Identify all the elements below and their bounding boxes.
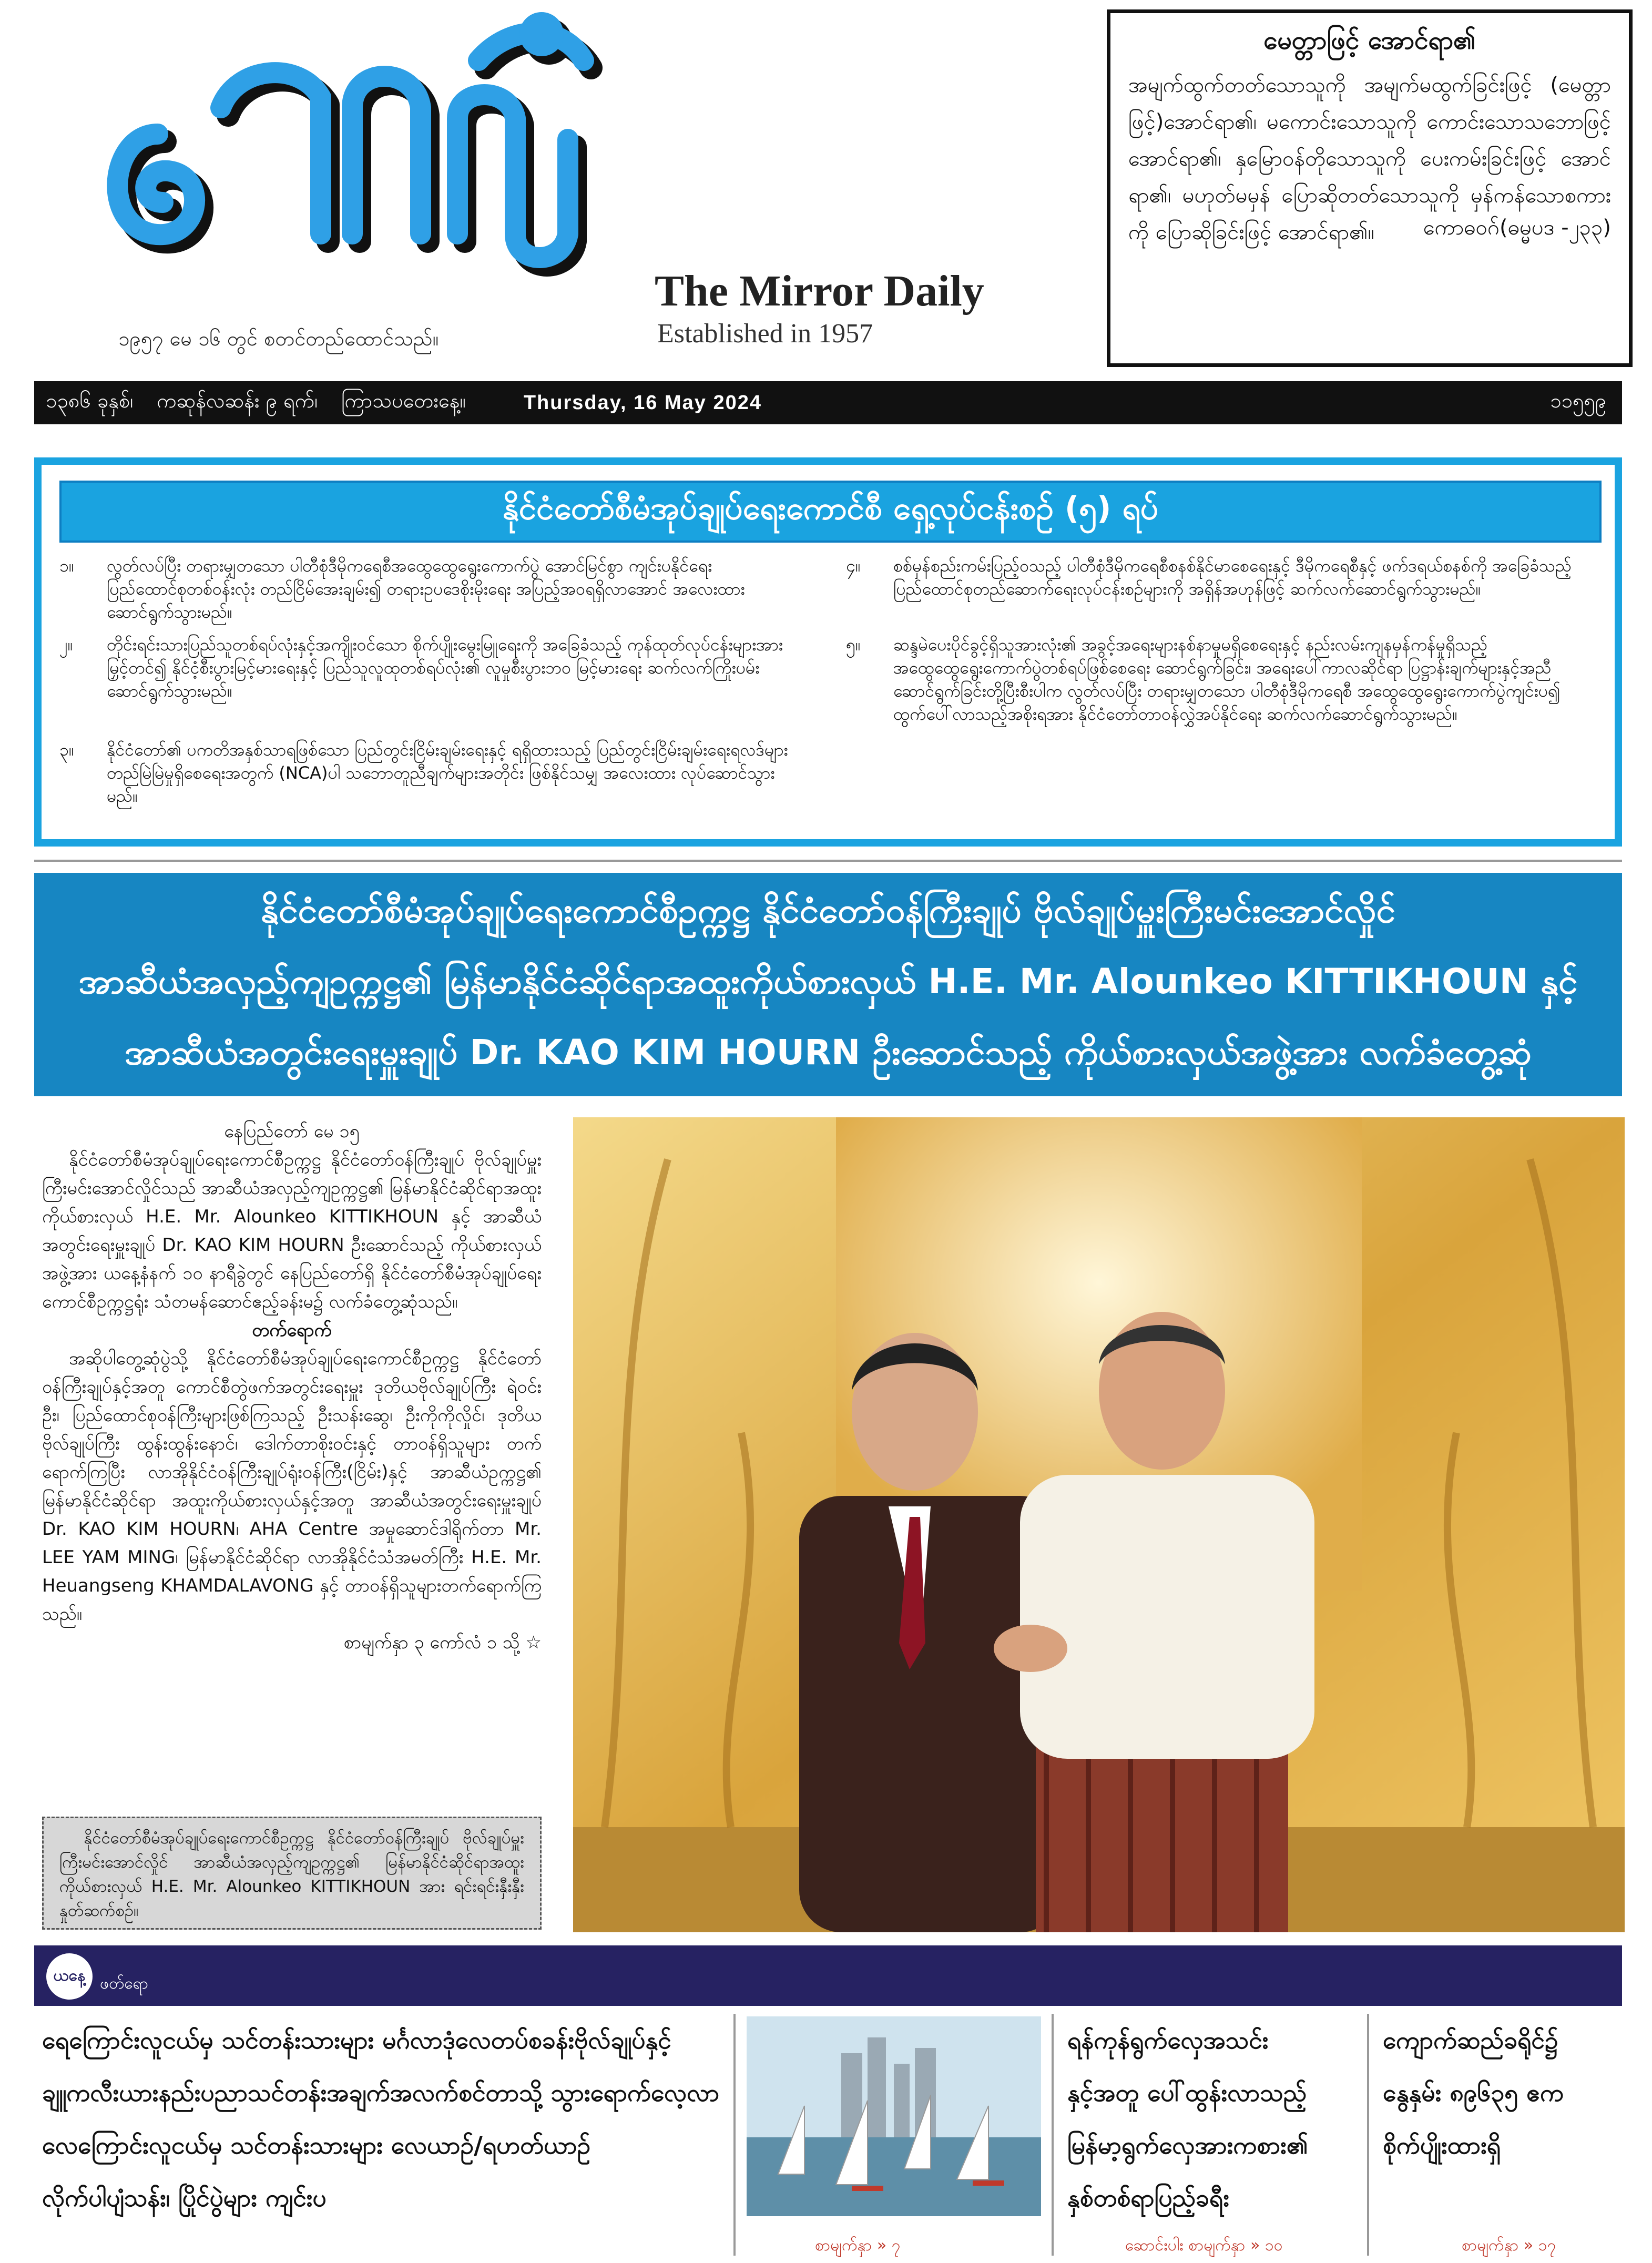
issue-number: ၁၁၅၅၉ xyxy=(1550,389,1606,412)
teaser-line: နှင့်အတူ ပေါ်ထွန်းလာသည့် xyxy=(1067,2078,1307,2107)
objective-text: နိုင်ငံတော်၏ ပကတိအနှစ်သာရဖြစ်သော ပြည်တွင်းငြိမ်းချမ်းရေးနှင့် ရရှိထားသည့် ပြည်တွင်းငြိမ်းချမ်းရေးရလဒ်များ တည်မြဲမြဲမှုရှိစေရေးအတွက် (NCA)ပါ သဘောတူညီချက်များအတိုင်း ဖြစ်နိုင်သမျှ အလေးထား လုပ်ဆောင်သွားမည်။ xyxy=(107,740,788,806)
lead-headline xyxy=(34,873,1622,1096)
article-paragraph: နိုင်ငံတော်စီမံအုပ်ချုပ်ရေးကောင်စီဥက္ကဋ္ဌ နိုင်ငံတော်ဝန်ကြီးချုပ် ဗိုလ်ချုပ်မှူးကြီးမင်းအောင်လှိုင်သည် အာဆီယံအလှည့်ကျဥက္ကဋ္ဌ၏ မြန်မာနိုင်ငံဆိုင်ရာအထူးကိုယ်စားလှယ် H.E. Mr. Alounkeo KITTIKHOUN နှင့် အာဆီယံအတွင်းရေးမှူးချုပ် Dr. KAO KIM HOURN ဦးဆောင်သည့် ကိုယ်စားလှယ်အဖွဲ့အား ယနေ့နံနက် ၁၀ နာရီခွဲတွင် နေပြည်တော်ရှိ နိုင်ငံတော်စီမံအုပ်ချုပ်ရေးကောင်စီဥက္ကဋ္ဌရုံး သံတမန်ဆောင်ဧည့်ခန်းမ၌ လက်ခံတွေ့ဆုံသည်။ xyxy=(42,1149,542,1312)
date-english: Thursday, 16 May 2024 xyxy=(523,391,762,414)
teaser-line: ချူကလီးယားနည်းပညာသင်တန်းအချက်အလက်စင်တာသို့ သွားရောက်လေ့လာ xyxy=(42,2078,720,2107)
headline-line-3: အာဆီယံအတွင်းရေးမှူးချုပ် Dr. KAO KIM HOURN ဦးဆောင်သည့် ကိုယ်စားလှယ်အဖွဲ့အား လက်ခံတွေ့ဆုံ xyxy=(125,1032,1532,1073)
quote-source: ကောဓဝဂ်(ဓမ္မပဒ -၂၃၃) xyxy=(1423,216,1611,240)
article-continued-link[interactable]: စာမျက်နှာ ၃ ကော်လံ ၁ သို့ ☆ xyxy=(344,1632,542,1653)
date-year-mm: ၁၃၈၆ ခုနှစ်၊ xyxy=(46,389,134,412)
teaser-2-page-ref[interactable]: ဆောင်းပါး စာမျက်နှာ » ၁၀ xyxy=(1125,2236,1283,2255)
masthead-founded-mm: ၁၉၅၇ မေ ၁၆ တွင် စတင်တည်ထောင်သည်။ xyxy=(118,327,439,350)
objective-item xyxy=(59,738,796,808)
objective-number: ၄။ xyxy=(846,556,861,576)
objective-text: စစ်မှန်စည်းကမ်းပြည့်ဝသည့် ပါတီစုံဒီမိုကရေစီစနစ်နိုင်မာစေရေးနှင့် ဒီမိုကရေစီနှင့် ဖက်ဒရယ်စနစ်ကို အခြေခံသည့် ပြည်ထောင်စုတည်ဆောက်ရေးလုပ်ငန်းစဉ်များကို အရှိန်အဟုန်ဖြင့် ဆက်လက်ဆောင်ရွက်သွားမည်။ xyxy=(893,556,1572,599)
column-divider xyxy=(1052,2014,1054,2256)
teaser-line: မြန်မာ့ရွက်လှေအားကစား၏ xyxy=(1067,2131,1308,2159)
masthead-established: Established in 1957 xyxy=(657,319,873,349)
lead-article xyxy=(42,1117,542,1657)
teaser-line: စိုက်ပျိုးထားရှိ xyxy=(1383,2131,1501,2159)
teaser-line: ရန်ကုန်ရွက်လှေအသင်း xyxy=(1067,2026,1269,2054)
objective-number: ၂။ xyxy=(59,635,73,655)
teaser-line: လိုက်ပါပျံသန်း၊ ပြိုင်ပွဲများ ကျင်းပ xyxy=(42,2184,327,2212)
objective-text: ဆန္ဒမဲပေးပိုင်ခွင့်ရှိသူအားလုံး၏ အခွင့်အရေးများနစ်နာမှုမရှိစေရေးနှင့် နည်းလမ်းကျနမှန်ကန်မှုရှိသည့် အထွေထွေရွေးကောက်ပွဲတစ်ရပ်ဖြစ်စေရေး ဆောင်ရွက်ခြင်း၊ အရေးပေါ်ကာလဆိုင်ရာ ပြဋ္ဌာန်းချက်များနှင့်အညီ ဆောင်ရွက်ခြင်းတို့ပြီးစီးပါက လွတ်လပ်ပြီး တရားမျှတသော ပါတီစုံဒီမိုကရေစီ အထွေထွေရွေးကောက်ပွဲကျင်းပ၍ ထွက်ပေါ်လာသည့်အစိုးရအား နိုင်ငံတော်တာဝန်လွှဲအပ်နိုင်ရေး ဆက်လက်ဆောင်ရွက်သွားမည်။ xyxy=(893,635,1561,724)
article-paragraph: အဆိုပါတွေ့ဆုံပွဲသို့ နိုင်ငံတော်စီမံအုပ်ချုပ်ရေးကောင်စီဥက္ကဋ္ဌ နိုင်ငံတော်ဝန်ကြီးချုပ်နှင့်အတူ ကောင်စီတွဲဖက်အတွင်းရေးမှူး ဒုတိယဗိုလ်ချုပ်ကြီး ရဲဝင်းဦး၊ ပြည်ထောင်စုဝန်ကြီးများဖြစ်ကြသည့် ဦးသန်းဆွေ၊ ဦးကိုကိုလှိုင်၊ ဒုတိယဗိုလ်ချုပ်ကြီး ထွန်းထွန်းနောင်၊ ဒေါက်တာစိုးဝင်းနှင့် တာဝန်ရှိသူများ တက်ရောက်ကြပြီး လာအိုနိုင်ငံဝန်ကြီးချုပ်ရုံးဝန်ကြီး(ငြိမ်း)နှင့် အာဆီယံဥက္ကဋ္ဌ၏ မြန်မာနိုင်ငံဆိုင်ရာ အထူးကိုယ်စားလှယ်နှင့်အတူ အာဆီယံအတွင်းရေးမှူးချုပ် Dr. KAO KIM HOURN၊ AHA Centre အမှုဆောင်ဒါရိုက်တာ Mr. LEE YAM MING၊ မြန်မာနိုင်ငံဆိုင်ရာ လာအိုနိုင်ငံသံအမတ်ကြီး H.E. Mr. Heuangseng KHAMDALAVONG နှင့် တာဝန်ရှိသူများတက်ရောက်ကြသည်။ xyxy=(42,1348,542,1625)
lead-photo xyxy=(573,1117,1625,1932)
date-bar xyxy=(34,381,1622,424)
objective-text: လွတ်လပ်ပြီး တရားမျှတသော ပါတီစုံဒီမိုကရေစီအထွေထွေရွေးကောက်ပွဲ အောင်မြင်စွာ ကျင်းပနိုင်ရေး ပြည်ထောင်စုတစ်ဝန်းလုံး တည်ငြိမ်အေးချမ်း၍ တရားဥပဒေစိုးမိုးရေး အပြည့်အဝရရှိလာအောင် အလေးထားဆောင်ရွက်သွားမည်။ xyxy=(107,556,745,622)
column-divider xyxy=(1367,2014,1369,2256)
teaser-line: ရေကြောင်းလူငယ်မှ သင်တန်းသားများ မင်္ဂလာဒုံလေတပ်စခန်းဗိုလ်ချုပ်နှင့် xyxy=(42,2026,671,2054)
objectives-box xyxy=(34,457,1622,847)
contents-badge: ယနေ့ xyxy=(46,1953,93,2000)
teaser-2[interactable] xyxy=(1067,2014,1362,2224)
dhamma-quote-box xyxy=(1107,9,1633,367)
photo-caption: နိုင်ငံတော်စီမံအုပ်ချုပ်ရေးကောင်စီဥက္ကဋ္ဌ နိုင်ငံတော်ဝန်ကြီးချုပ် ဗိုလ်ချုပ်မှူးကြီးမင်းအောင်လှိုင် အာဆီယံအလှည့်ကျဥက္ကဋ္ဌ၏ မြန်မာနိုင်ငံဆိုင်ရာအထူးကိုယ်စားလှယ် H.E. Mr. Alounkeo KITTIKHOUN အား ရင်းရင်းနှီးနှီးနှုတ်ဆက်စဉ်။ xyxy=(42,1817,542,1930)
teaser-line: နှစ်တစ်ရာပြည့်ခရီး xyxy=(1067,2184,1230,2212)
article-dateline: နေပြည်တော် မေ ၁၅ xyxy=(224,1121,360,1142)
objective-number: ၁။ xyxy=(59,556,74,576)
objectives-title: နိုင်ငံတော်စီမံအုပ်ချုပ်ရေးကောင်စီ ရှေ့လုပ်ငန်းစဉ် (၅) ရပ် xyxy=(59,481,1602,543)
headline-line-2: အာဆီယံအလှည့်ကျဥက္ကဋ္ဌ၏ မြန်မာနိုင်ငံဆိုင်ရာအထူးကိုယ်စားလှယ် H.E. Mr. Alounkeo KITTIKHOUN နှင့် xyxy=(78,961,1578,1002)
masthead-title-en: The Mirror Daily xyxy=(655,267,984,315)
objective-number: ၃။ xyxy=(59,740,74,760)
headline-line-1: နိုင်ငံတော်စီမံအုပ်ချုပ်ရေးကောင်စီဥက္ကဋ္ဌ နိုင်ငံတော်ဝန်ကြီးချုပ် ဗိုလ်ချုပ်မှူးကြီးမင်းအောင်လှိုင် xyxy=(260,890,1396,931)
objective-item xyxy=(846,554,1598,600)
objective-text: တိုင်းရင်းသားပြည်သူတစ်ရပ်လုံးနှင့်အကျိုးဝင်သော စိုက်ပျိုးမွေးမြူရေးကို အခြေခံသည့် ကုန်ထုတ်လုပ်ငန်းများအား မြှင့်တင်၍ နိုင်ငံ့စီးပွားမြင့်မားရေးနှင့် ပြည်သူလူထုတစ်ရပ်လုံး၏ လူမှုစီးပွားဘဝ မြင့်မားရေး ဆက်လက်ကြိုးပမ်းဆောင်ရွက်သွားမည်။ xyxy=(107,635,783,701)
contents-bar xyxy=(34,1945,1622,2006)
quote-body: အမျက်ထွက်တတ်သောသူကို အမျက်မထွက်ခြင်းဖြင့် (မေတ္တာဖြင့်)အောင်ရာ၏၊ မကောင်းသောသူကို ကောင်းသောသဘောဖြင့် အောင်ရာ၏၊ နှမြောဝန်တိုသောသူကို ပေးကမ်းခြင်းဖြင့် အောင်ရာ၏၊ မဟုတ်မမှန် ပြောဆိုတတ်သောသူကို မှန်ကန်သောစကားကို ပြောဆိုခြင်းဖြင့် အောင်ရာ၏။ xyxy=(1128,73,1611,244)
objective-item xyxy=(846,633,1598,726)
masthead-logo xyxy=(79,3,647,323)
teaser-1[interactable] xyxy=(42,2014,736,2224)
objective-item xyxy=(59,633,796,702)
teaser-line: နွေနှမ်း ၈၉၆၃၅ ဧက xyxy=(1383,2078,1564,2107)
column-divider xyxy=(733,2014,736,2256)
teaser-3[interactable] xyxy=(1383,2014,1625,2172)
section-divider xyxy=(34,860,1622,862)
date-month-mm: ကဆုန်လဆန်း ၉ ရက်၊ xyxy=(157,389,318,412)
contents-label: ဖတ်ရော xyxy=(100,1974,149,1993)
teaser-3-page-ref[interactable]: စာမျက်နှာ » ၁၇ xyxy=(1462,2236,1556,2255)
objective-item xyxy=(59,554,796,624)
quote-title: မေတ္တာဖြင့် အောင်ရာ၏ xyxy=(1263,26,1476,55)
objective-number: ၅။ xyxy=(846,635,861,655)
sailing-photo xyxy=(747,2016,1041,2216)
teaser-line: ကျောက်ဆည်ခရိုင်၌ xyxy=(1383,2026,1558,2054)
date-weekday-mm: ကြာသပတေးနေ့။ xyxy=(341,389,466,412)
teaser-line: လေကြောင်းလူငယ်မှ သင်တန်းသားများ လေယာဉ်/ရဟတ်ယာဉ် xyxy=(42,2131,591,2159)
article-subhead: တက်ရောက် xyxy=(252,1320,332,1341)
teaser-1-page-ref[interactable]: စာမျက်နှာ » ၇ xyxy=(815,2236,901,2255)
